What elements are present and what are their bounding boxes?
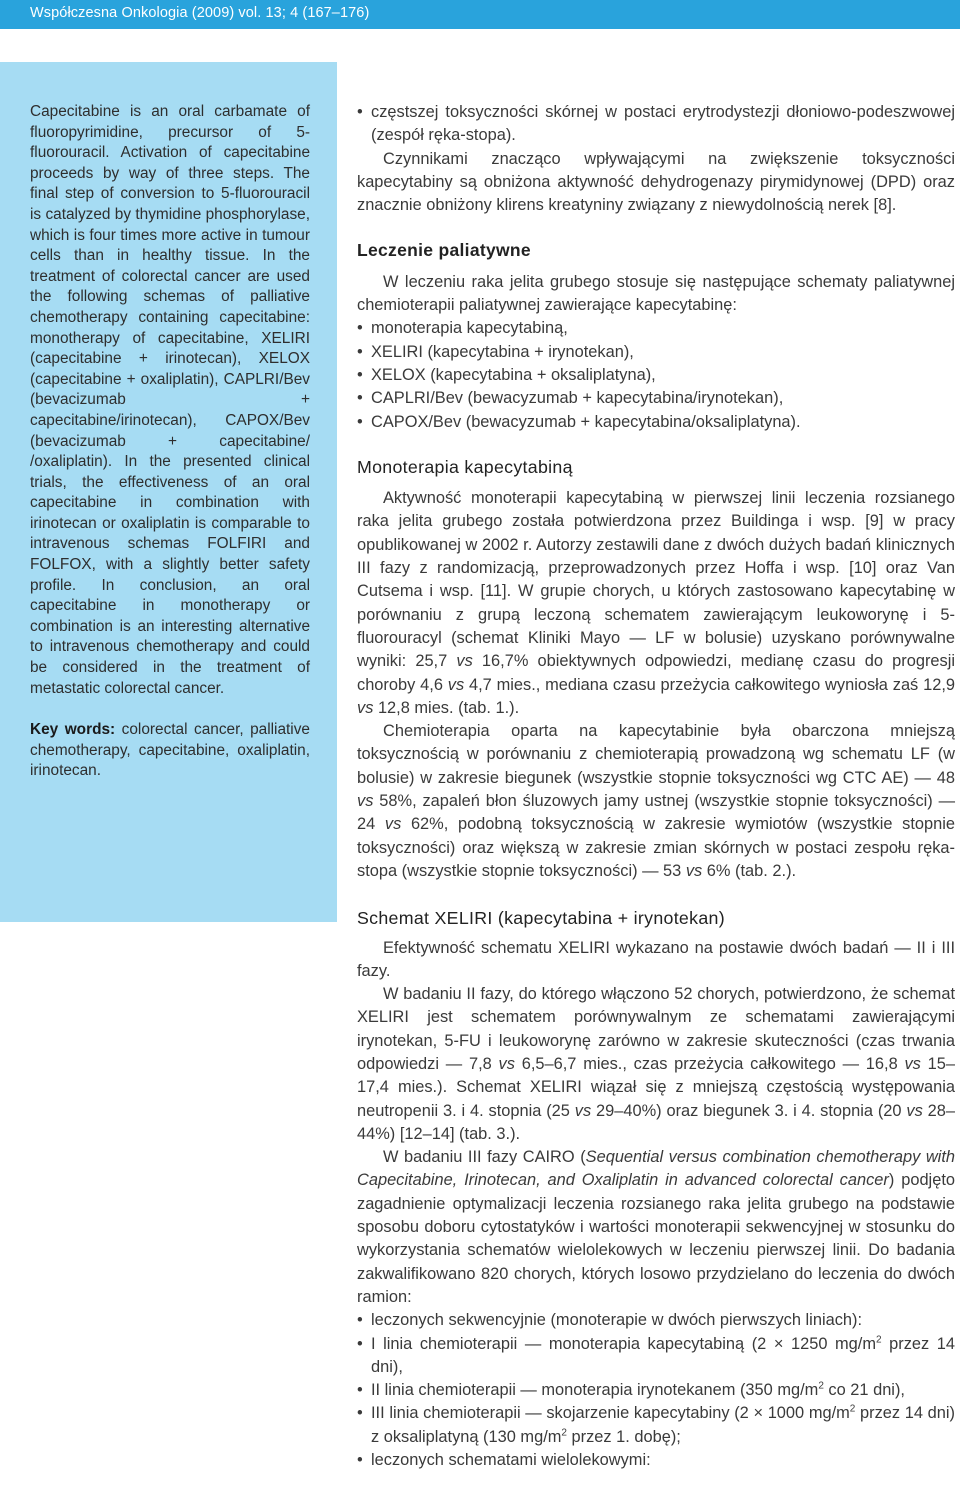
abstract-text: Capecitabine is an oral carbamate of fluoropyrimidine, precursor of 5-fluorouracil. Activation of capecitabine proceeds by way of three steps. The final step of conversion to 5-fluorouracil is catalyzed by thymidine phosphorylase, which is four times more active in tumour cells than in healthy tissue. In the treatment of colorectal cancer are used the following schemas of palliative chemotherapy containing capecitabine: monotherapy of capecitabine, XELIRI (capecitabine + irinotecan), XELOX (capecitabine + oxaliplatin), CAPLRI/Bev (bevacizumab + capecitabine/irinotecan), CAPOX/Bev (bevacizumab + capecitabine/ /oxaliplatin). In the presented clinical trials, the effectiveness of an oral capecitabine in combination with irinotecan or oxaliplatin is comparable to intravenous schemas FOLFIRI and FOLFOX, with a slightly better safety profile. In conclusion, an oral capecitabine in monotherapy or combination is an interesting alternative to intravenous chemotherapy and could be considered in the treatment of metastatic colorectal cancer. <box>30 103 310 697</box>
text-run: ) podjęto zagadnienie optymalizacji leczenia rozsianego raka jelita grubego na podstawie sposobu doboru cytostatyków i wartości monoterapii sekwencyjnej w stosunku do wykorzystania schematów wielolekowych w leczeniu pierwszej linii. Do badania zakwalifikowano 820 chorych, których losowo przydzielano do leczenia do dwóch ramion: <box>357 1171 955 1306</box>
vs-italic: vs <box>906 1101 923 1120</box>
vs-italic: vs <box>574 1101 592 1120</box>
text-run: przez 14 dni) z oksaliplatyną (130 mg/m <box>371 1404 955 1446</box>
text-run: W badaniu III fazy CAIRO ( <box>383 1148 586 1167</box>
text-run: Chemioterapia oparta na kapecytabinie była obarczona mniejszą toksycznością w porównaniu z chemioterapią prowadzoną wg schematu LF (w bolusie) w zakresie biegunek (wszystkie stopnie toksyczności wg CTC AE) — 48 <box>357 722 955 787</box>
text-run: 6% (tab. 2.). <box>702 861 797 880</box>
toxicity-comparison-paragraph <box>357 720 955 883</box>
palliative-intro: W leczeniu raka jelita grubego stosuje się następujące schematy paliatywnej chemioterapii paliatywnej zawierające kapecytabinę: <box>357 272 955 315</box>
text-run: II linia chemioterapii — monoterapia irynotekanem (350 mg/m <box>371 1381 819 1400</box>
trial-name-italic: Sequential versus combination chemotherapy with Capecitabine, Irinotecan, and Oxaliplatin in advanced colorectal cancer <box>357 1148 955 1190</box>
abstract-box <box>0 62 337 922</box>
line-1-chemotherapy <box>357 1333 955 1380</box>
superscript: 2 <box>561 1427 567 1439</box>
superscript: 2 <box>876 1334 882 1346</box>
cairo-paragraph <box>357 1146 955 1309</box>
text-run: 6,5–6,7 mies., czas przeżycia całkowitego — 16,8 <box>514 1054 905 1073</box>
text-run: W badaniu II fazy, do którego włączono 52 chorych, potwierdzono, że schemat XELIRI jest schematem porównywalnym ze schematami zawierającymi irynotekan, 5-FU i leukoworynę zarówno w zakresie skuteczności (czas trwania odpowiedzi — 7,8 <box>357 985 955 1073</box>
arm-multidrug: • leczonych schematami wielolekowymi: <box>357 1449 955 1472</box>
text-run: III linia chemioterapii — skojarzenie kapecytabiny (2 × 1000 mg/m <box>371 1404 850 1423</box>
monotherapy-paragraph <box>357 487 955 720</box>
keywords-list: colorectal cancer, palliative chemotherapy, capecitabine, oxaliplatin, irinotecan. <box>30 721 310 780</box>
section-heading-xeliri: Schemat XELIRI (kapecytabina + irynotekan) <box>357 908 725 929</box>
toxicity-bullet: • częstszej toksyczności skórnej w postaci erytrodystezji dłoniowo-podeszwowej (zespół ręka-stopa). <box>357 101 955 148</box>
text-run: co 21 dni), <box>823 1381 905 1400</box>
keywords-label: Key words: <box>30 721 116 739</box>
vs-italic: vs <box>456 652 473 671</box>
line-2-chemotherapy <box>357 1379 955 1402</box>
article-body <box>357 101 955 1472</box>
phase2-paragraph <box>357 983 955 1146</box>
text-run: 12,8 mies. (tab. 1.). <box>373 698 520 717</box>
vs-italic: vs <box>357 792 374 811</box>
vs-italic: vs <box>498 1054 515 1073</box>
text-run: 4,7 mies., mediana czasu przeżycia całkowitego wyniosła zaś 12,9 <box>464 675 955 694</box>
vs-italic: vs <box>904 1054 921 1073</box>
scheme-list <box>357 317 955 433</box>
vs-italic: vs <box>357 698 374 717</box>
text-run: 15–17,4 mies.). Schemat XELIRI wiązał się z mniejszą częstością występowania neutropenii 3. i 4. stopnia (25 <box>357 1054 955 1120</box>
text-run: przez 1. dobę); <box>566 1427 681 1446</box>
scheme-item: • monoterapia kapecytabiną, <box>357 317 955 340</box>
superscript: 2 <box>818 1380 824 1392</box>
arm-sequential: • leczonych sekwencyjnie (monoterapie w dwóch pierwszych liniach): <box>357 1309 955 1332</box>
journal-citation: Współczesna Onkologia (2009) vol. 13; 4 (167–176) <box>30 5 370 21</box>
section-heading-palliative: Leczenie paliatywne <box>357 240 531 261</box>
xeliri-intro: Efektywność schematu XELIRI wykazano na postawie dwóch badań — II i III fazy. <box>357 938 955 980</box>
text-run: 28–44%) [12–14] (tab. 3.). <box>357 1101 955 1143</box>
text-run: 62%, podobną toksycznością w zakresie wymiotów (wszystkie stopnie toksyczności) oraz większą w zakresie zmian skórnych w postaci zespołu ręka-stopa (wszystkie stopnie toksyczności) — 53 <box>357 815 955 880</box>
text-run: 58%, zapaleń błon śluzowych jamy ustnej (wszystkie stopnie toksyczności) — 24 <box>357 792 955 834</box>
text-run: przez 14 dni), <box>371 1334 956 1376</box>
text-run: 16,7% obiektywnych odpowiedzi, medianę czasu do progresji choroby 4,6 <box>357 652 955 694</box>
journal-header-bar <box>0 0 960 29</box>
scheme-item: • CAPOX/Bev (bewacyzumab + kapecytabina/oksaliplatyna). <box>357 411 955 434</box>
scheme-item: • CAPLRI/Bev (bewacyzumab + kapecytabina/irynotekan), <box>357 387 955 410</box>
keywords <box>30 720 310 782</box>
text-run: 29–40%) oraz biegunek 3. i 4. stopnia (20 <box>591 1101 907 1120</box>
vs-italic: vs <box>447 675 465 694</box>
abstract-content <box>30 102 310 782</box>
scheme-item: • XELIRI (kapecytabina + irynotekan), <box>357 341 955 364</box>
text-run: Aktywność monoterapii kapecytabiną w pierwszej linii leczenia rozsianego raka jelita grubego została potwierdzona przez Buildinga i wsp. [9] w pracy opublikowanej w 2002 r. Autorzy zestawili dane z dwóch dużych badań klinicznych III fazy z randomizacją, przeprowadzonych przez Hoffa i wsp. [10] oraz Van Cutsema i wsp. [11]. W grupie chorych, u których zastosowano kapecytabinę w porównaniu z grupą leczoną schematem zawierającym leukoworynę i 5-fluorouracyl (schemat Kliniki Mayo — LF w bolusie) uzyskano porównywalne wyniki: 25,7 <box>357 489 955 671</box>
line-3-chemotherapy <box>357 1402 955 1449</box>
scheme-item: • XELOX (kapecytabina + oksaliplatyna), <box>357 364 955 387</box>
vs-italic: vs <box>384 815 402 834</box>
toxicity-paragraph: Czynnikami znacząco wpływającymi na zwiększenie toksyczności kapecytabiny są obniżona aktywność dehydrogenazy pirymidynowej (DPD) oraz znacznie obniżony klirens kreatyniny związany z niewydolnością nerek [8]. <box>357 149 955 215</box>
vs-italic: vs <box>685 861 703 880</box>
section-heading-monotherapy: Monoterapia kapecytabiną <box>357 456 573 477</box>
superscript: 2 <box>849 1403 856 1415</box>
text-run: I linia chemioterapii — monoterapia kapecytabiną (2 × 1250 mg/m <box>371 1334 876 1353</box>
